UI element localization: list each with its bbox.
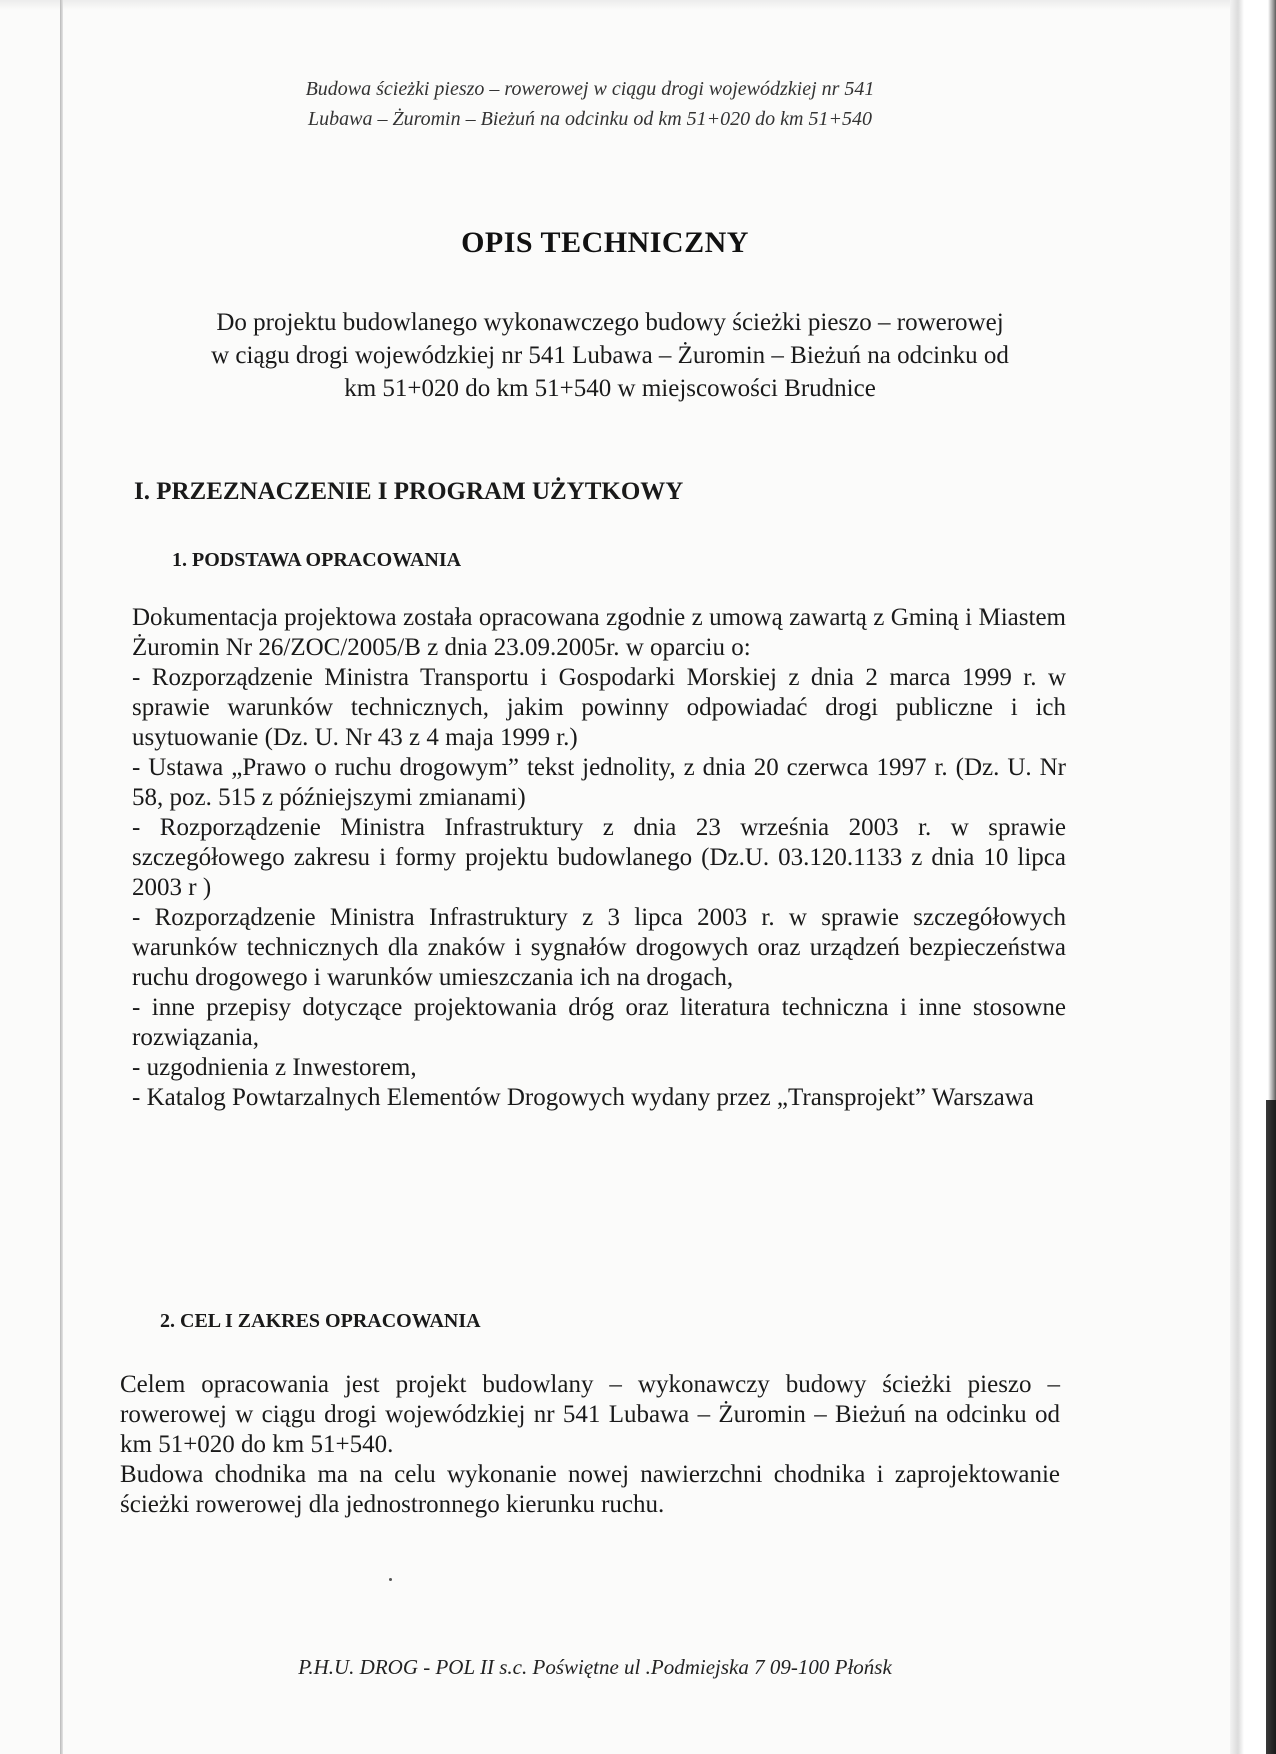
scan-edge-left [60,0,63,1754]
basis-list-item: - Rozporządzenie Ministra Infrastruktury z 3 lipca 2003 r. w sprawie szczegółowych warunków technicznych dla znaków i sygnałów drogowych oraz urządzeń bezpieczeństwa ruchu drogowego i warunków umieszczania ich na drogach, [132,904,1066,991]
scope-paragraph: Celem opracowania jest projekt budowlany – wykonawczy budowy ścieżki pieszo – rowerowej w ciągu drogi wojewódzkiej nr 541 Lubawa – Żuromin – Bieżuń na odcinku od km 51+020 do km 51+540. [120,1371,1060,1458]
intro-line-2: w ciągu drogi wojewódzkiej nr 541 Lubawa – Żuromin – Bieżuń na odcinku od [211,342,1009,369]
header-line-2: Lubawa – Żuromin – Bieżuń na odcinku od km 51+020 do km 51+540 [307,108,872,130]
scope-body [120,1370,1060,1520]
scan-speck [389,1578,392,1581]
basis-list-item: - inne przepisy dotyczące projektowania dróg oraz literatura techniczna i inne stosowne rozwiązania, [132,994,1066,1051]
subsection-heading-scope: 2. CEL I ZAKRES OPRACOWANIA [160,1310,481,1332]
basis-list-item: - Rozporządzenie Ministra Infrastruktury z dnia 23 września 2003 r. w sprawie szczegółowego zakresu i formy projektu budowlanego (Dz.U. 03.120.1133 z dnia 10 lipca 2003 r ) [132,814,1066,901]
basis-body [132,603,1066,1113]
basis-list-item: - Rozporządzenie Ministra Transportu i Gospodarki Morskiej z dnia 2 marca 1999 r. w sprawie warunków technicznych, jakim powinny odpowiadać drogi publiczne i ich usytuowanie (Dz. U. Nr 43 z 4 maja 1999 r.) [132,664,1066,751]
subsection-heading-basis: 1. PODSTAWA OPRACOWANIA [172,549,462,571]
page-header [200,74,980,134]
scan-edge-right-shadow [1266,1100,1276,1754]
section-heading: I. PRZEZNACZENIE I PROGRAM UŻYTKOWY [134,478,684,505]
scope-paragraph: Budowa chodnika ma na celu wykonanie nowej nawierzchni chodnika i zaprojektowanie ścieżki rowerowej dla jednostronnego kierunku ruchu. [120,1461,1060,1518]
page-footer: P.H.U. DROG - POL II s.c. Poświętne ul .Podmiejska 7 09-100 Płońsk [298,1655,892,1679]
scan-edge-top [0,0,1276,10]
basis-paragraph: Dokumentacja projektowa została opracowana zgodnie z umową zawartą z Gminą i Miastem Żuromin Nr 26/ZOC/2005/B z dnia 23.09.2005r. w oparciu o: [132,604,1066,661]
intro-line-3: km 51+020 do km 51+540 w miejscowości Brudnice [344,375,876,402]
intro-block [140,306,1080,405]
basis-list-item: - uzgodnienia z Inwestorem, [132,1054,417,1081]
basis-list-item: - Katalog Powtarzalnych Elementów Drogowych wydany przez „Transprojekt” Warszawa [132,1084,1034,1111]
header-line-1: Budowa ścieżki pieszo – rowerowej w ciągu drogi wojewódzkiej nr 541 [305,78,875,100]
intro-line-1: Do projektu budowlanego wykonawczego budowy ścieżki pieszo – rowerowej [216,309,1004,336]
document-title: OPIS TECHNICZNY [461,226,749,259]
basis-list-item: - Ustawa „Prawo o ruchu drogowym” tekst jednolity, z dnia 20 czerwca 1997 r. (Dz. U. Nr 58, poz. 515 z późniejszymi zmianami) [132,754,1066,811]
